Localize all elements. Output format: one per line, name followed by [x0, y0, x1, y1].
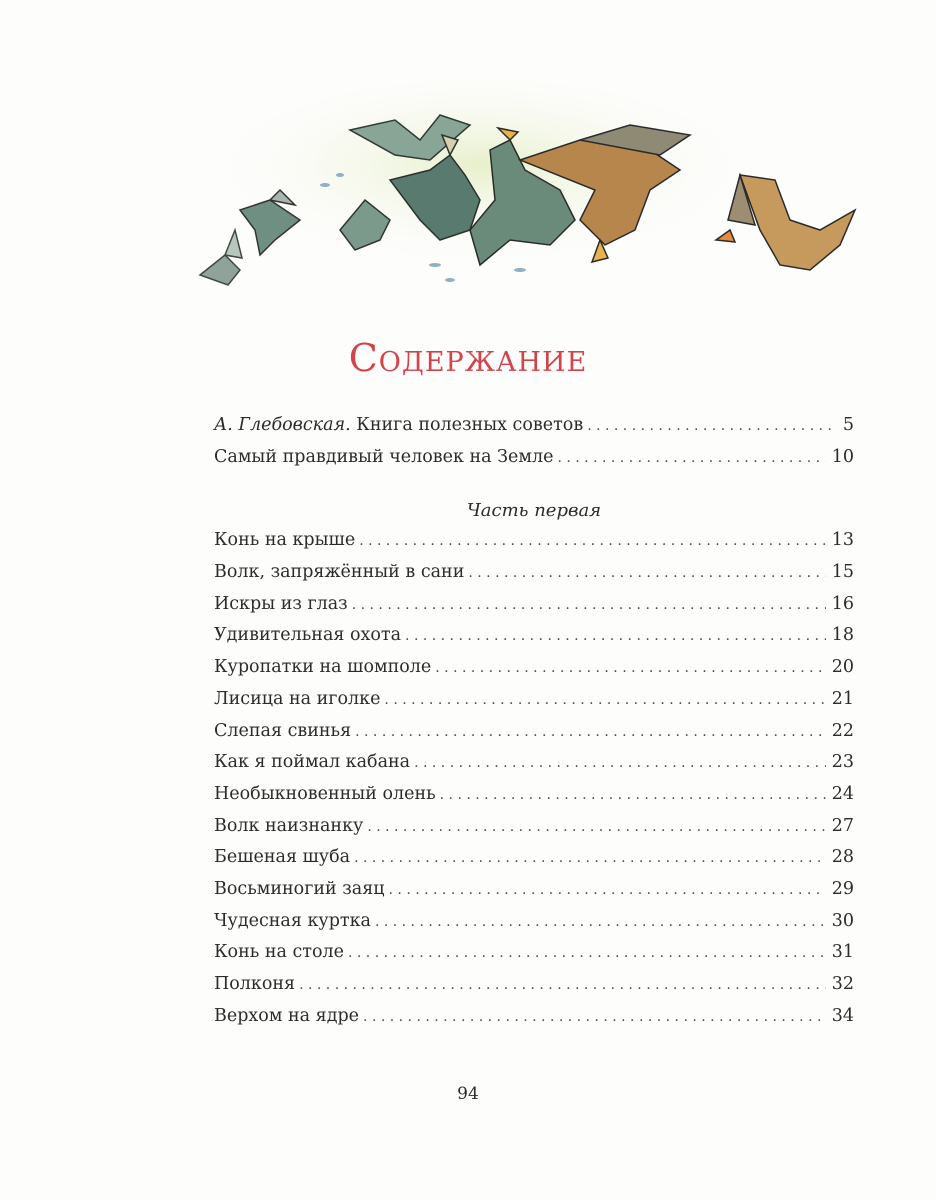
toc-entry-author: А. Глебовская. [214, 415, 351, 435]
toc-entry-title: Конь на крыше [214, 530, 356, 551]
toc-entry-page: 29 [831, 878, 854, 899]
dot-leader [363, 1002, 826, 1034]
toc-entry-page: 21 [831, 688, 854, 709]
toc-entry[interactable] [214, 969, 854, 1001]
toc-entry[interactable] [214, 442, 854, 474]
toc-entry-page: 13 [831, 530, 854, 551]
toc-entry[interactable] [214, 906, 854, 938]
toc-entry-title: Бешеная шуба [214, 847, 351, 868]
dot-leader [359, 526, 826, 558]
dot-leader [354, 843, 826, 875]
toc-entry-title: Необыкновенный олень [214, 783, 436, 804]
part-title: Часть первая [466, 500, 602, 522]
toc-entry[interactable] [214, 589, 854, 621]
toc-entry[interactable] [214, 652, 854, 684]
toc-entry-title: Слепая свинья [214, 720, 352, 741]
table-of-contents [214, 410, 854, 1032]
toc-entry[interactable] [214, 811, 854, 843]
toc-entry[interactable] [214, 557, 854, 589]
toc-entry[interactable] [214, 779, 854, 811]
toc-entry-title: Книга полезных советов [356, 415, 584, 435]
toc-entry-title: Конь на столе [214, 942, 344, 963]
toc-entry-title: Волк наизнанку [214, 815, 364, 836]
toc-entry[interactable] [214, 937, 854, 969]
toc-entry-page: 24 [831, 783, 854, 804]
toc-entry-title: Лисица на иголке [214, 688, 381, 709]
toc-entry-title: Как я поймал кабана [214, 752, 411, 773]
dot-leader [405, 621, 826, 653]
toc-entry[interactable] [214, 716, 854, 748]
toc-entry-title: Волк, запряжённый в сани [214, 562, 465, 583]
toc-entry-page: 5 [842, 415, 854, 435]
toc-entry[interactable] [214, 747, 854, 779]
dot-leader [414, 748, 826, 780]
toc-entry-title: Восьминогий заяц [214, 878, 385, 899]
dot-leader [375, 907, 826, 939]
toc-entry-page: 28 [831, 847, 854, 868]
toc-entry[interactable] [214, 1001, 854, 1033]
page-number: 94 [457, 1084, 479, 1104]
toc-entry-page: 27 [831, 815, 854, 836]
toc-entry-label [214, 410, 587, 442]
toc-entry[interactable] [214, 842, 854, 874]
toc-entry-title: Чудесная куртка [214, 910, 371, 931]
toc-entry-page: 10 [831, 446, 854, 467]
flying-ducks-illustration [180, 80, 880, 320]
toc-entry-page: 23 [831, 752, 854, 773]
toc-entry-page: 34 [831, 1005, 854, 1026]
toc-entry-title: Самый правдивый человек на Земле [214, 446, 554, 467]
dot-leader [384, 685, 825, 717]
dot-leader [468, 558, 825, 590]
toc-entry-page: 30 [831, 910, 854, 931]
toc-entry-page: 18 [831, 625, 854, 646]
toc-entry[interactable] [214, 525, 854, 557]
toc-entry-page: 22 [831, 720, 854, 741]
toc-entry-title: Полконя [214, 974, 296, 994]
dot-leader [389, 875, 826, 907]
toc-entry[interactable] [214, 684, 854, 716]
contents-heading: Содержание [348, 336, 588, 380]
toc-entry-page: 32 [831, 974, 854, 994]
dot-leader [367, 812, 825, 844]
dot-leader [435, 653, 825, 685]
dot-leader [440, 780, 826, 812]
dot-leader [355, 717, 826, 749]
toc-entry-title: Искры из глаз [214, 593, 348, 614]
toc-entry-page: 15 [831, 562, 854, 583]
toc-entry-page: 31 [831, 942, 854, 963]
dot-leader [299, 970, 826, 1002]
duck-small-left [200, 230, 242, 285]
toc-entry-page: 16 [831, 593, 854, 614]
toc-entry-title: Верхом на ядре [214, 1005, 360, 1026]
toc-entry[interactable] [214, 620, 854, 652]
toc-entry-page: 20 [831, 657, 854, 678]
toc-entry[interactable] [214, 410, 854, 442]
duck-right [716, 175, 855, 270]
dot-leader [348, 938, 826, 970]
toc-entry-title: Удивительная охота [214, 625, 402, 646]
dot-leader [352, 590, 826, 622]
dot-leader [557, 443, 825, 475]
toc-entry-title: Куропатки на шомполе [214, 657, 432, 678]
toc-entry[interactable] [214, 874, 854, 906]
dot-leader [587, 411, 837, 443]
